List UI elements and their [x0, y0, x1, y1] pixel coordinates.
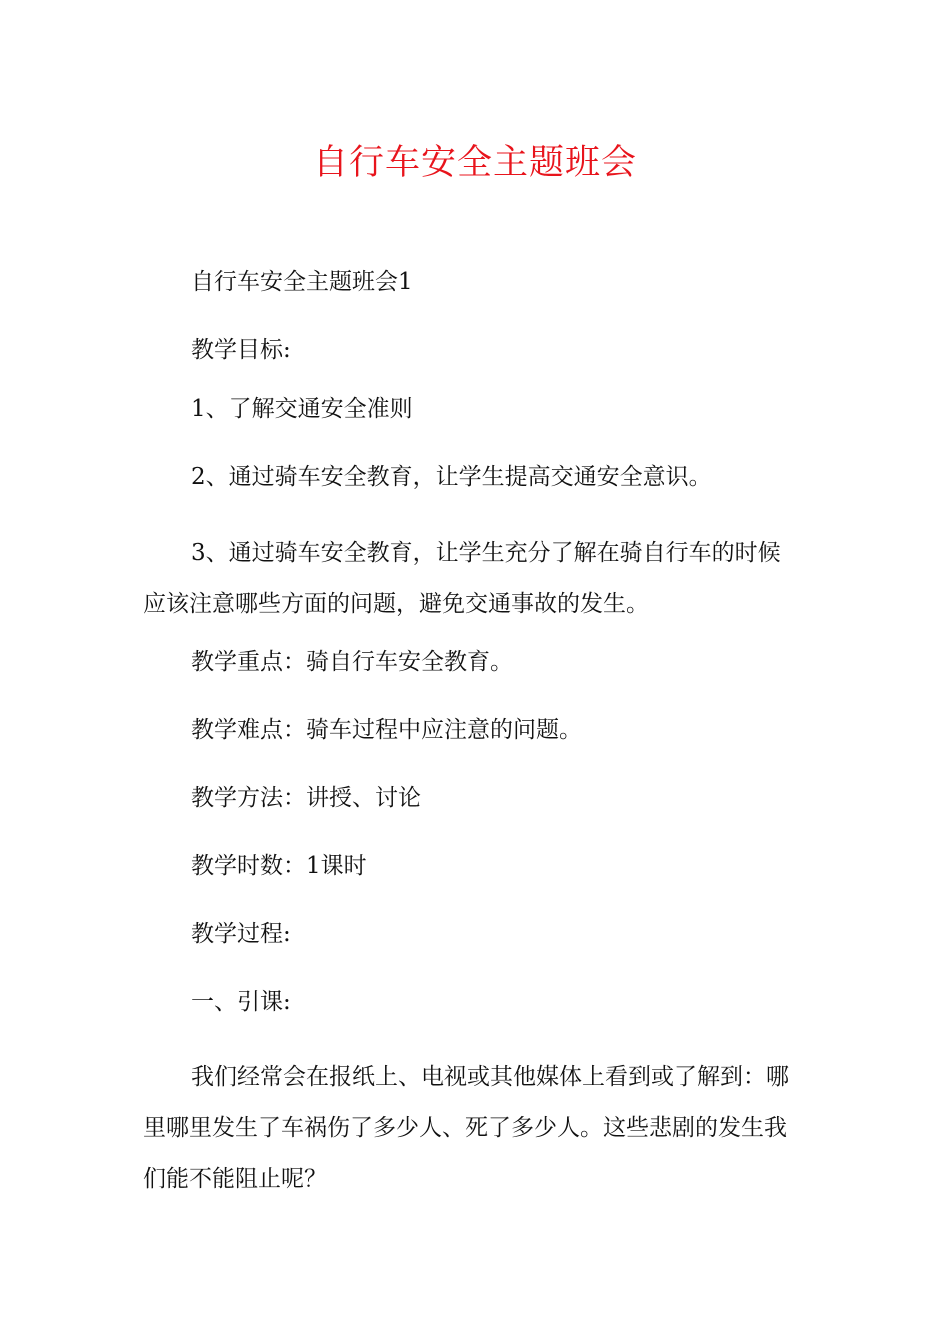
paragraph-intro: 一、引课:	[191, 989, 291, 1015]
goal-item-3: 3、通过骑车安全教育，让学生充分了解在骑自行车的时候应该注意哪些方面的问题，避免交通事故的发生。	[143, 540, 781, 617]
paragraph-method: 教学方法：讲授、讨论	[191, 785, 421, 811]
paragraph-hours: 教学时数：1课时	[191, 853, 367, 879]
paragraph-intro-body: 我们经常会在报纸上、电视或其他媒体上看到或了解到：哪里哪里发生了车祸伤了多少人、死了多少人。这些悲剧的发生我们能不能阻止呢？	[143, 1064, 789, 1192]
section-heading: 自行车安全主题班会1	[191, 269, 413, 295]
paragraph-teaching-goals: 教学目标:	[191, 337, 291, 363]
document-title: 自行车安全主题班会	[312, 143, 637, 183]
paragraph-key-point: 教学重点：骑自行车安全教育。	[191, 649, 513, 675]
paragraph-difficulty: 教学难点：骑车过程中应注意的问题。	[191, 717, 582, 743]
paragraph-process: 教学过程:	[191, 921, 291, 947]
goal-item-2: 2、通过骑车安全教育，让学生提高交通安全意识。	[191, 464, 712, 490]
goal-item-1: 1、了解交通安全准则	[191, 396, 413, 422]
